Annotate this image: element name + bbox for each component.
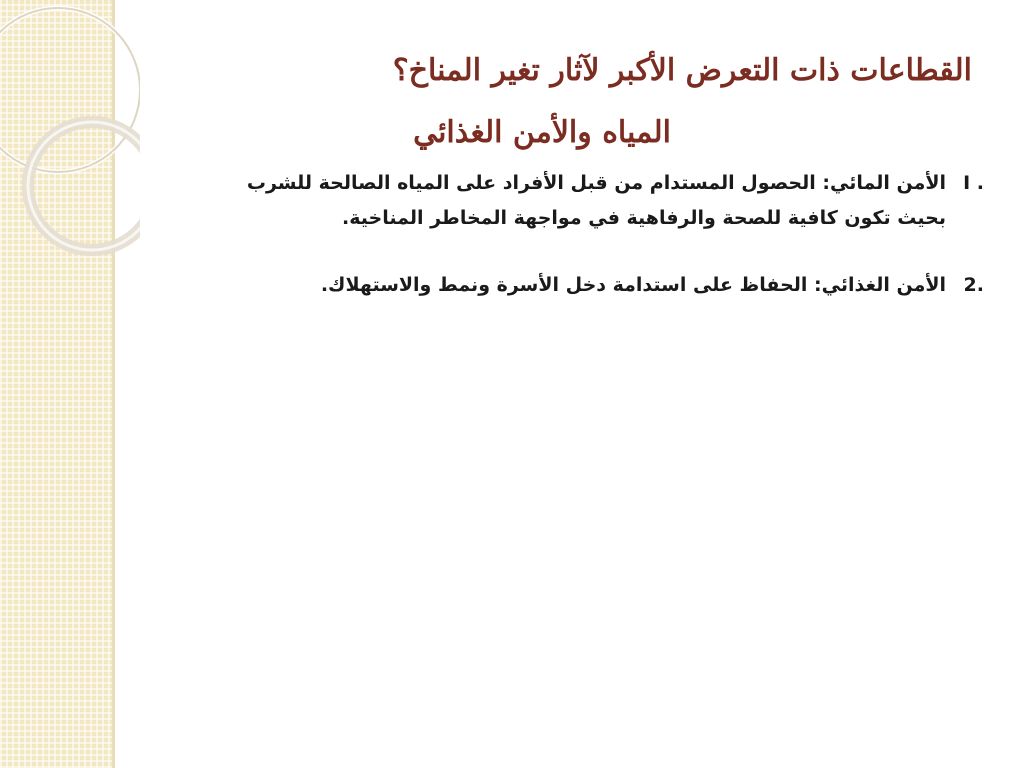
content-list [194, 166, 984, 303]
outer-ring-highlight [0, 8, 140, 172]
title-line-2: المياه والأمن الغذائي [413, 115, 671, 150]
item-text: الأمن الغذائي: الحفاظ على استدامة دخل الأسرة ونمط والاستهلاك. [320, 274, 946, 296]
list-item [194, 166, 984, 236]
slide-title [152, 40, 972, 164]
item-text: الأمن المائي: الحصول المستدام من قبل الأفراد على المياه الصالحة للشرب بحيث تكون كافية للصحة والرفاهية في مواجهة المخاطر المناخية. [246, 172, 946, 229]
item-number: I . [963, 172, 984, 194]
decorative-rings [0, 0, 140, 300]
item-number: 2. [963, 274, 984, 296]
list-item [194, 268, 984, 303]
title-line-1: القطاعات ذات التعرض الأكبر لآثار تغير المناخ؟ [392, 53, 972, 88]
